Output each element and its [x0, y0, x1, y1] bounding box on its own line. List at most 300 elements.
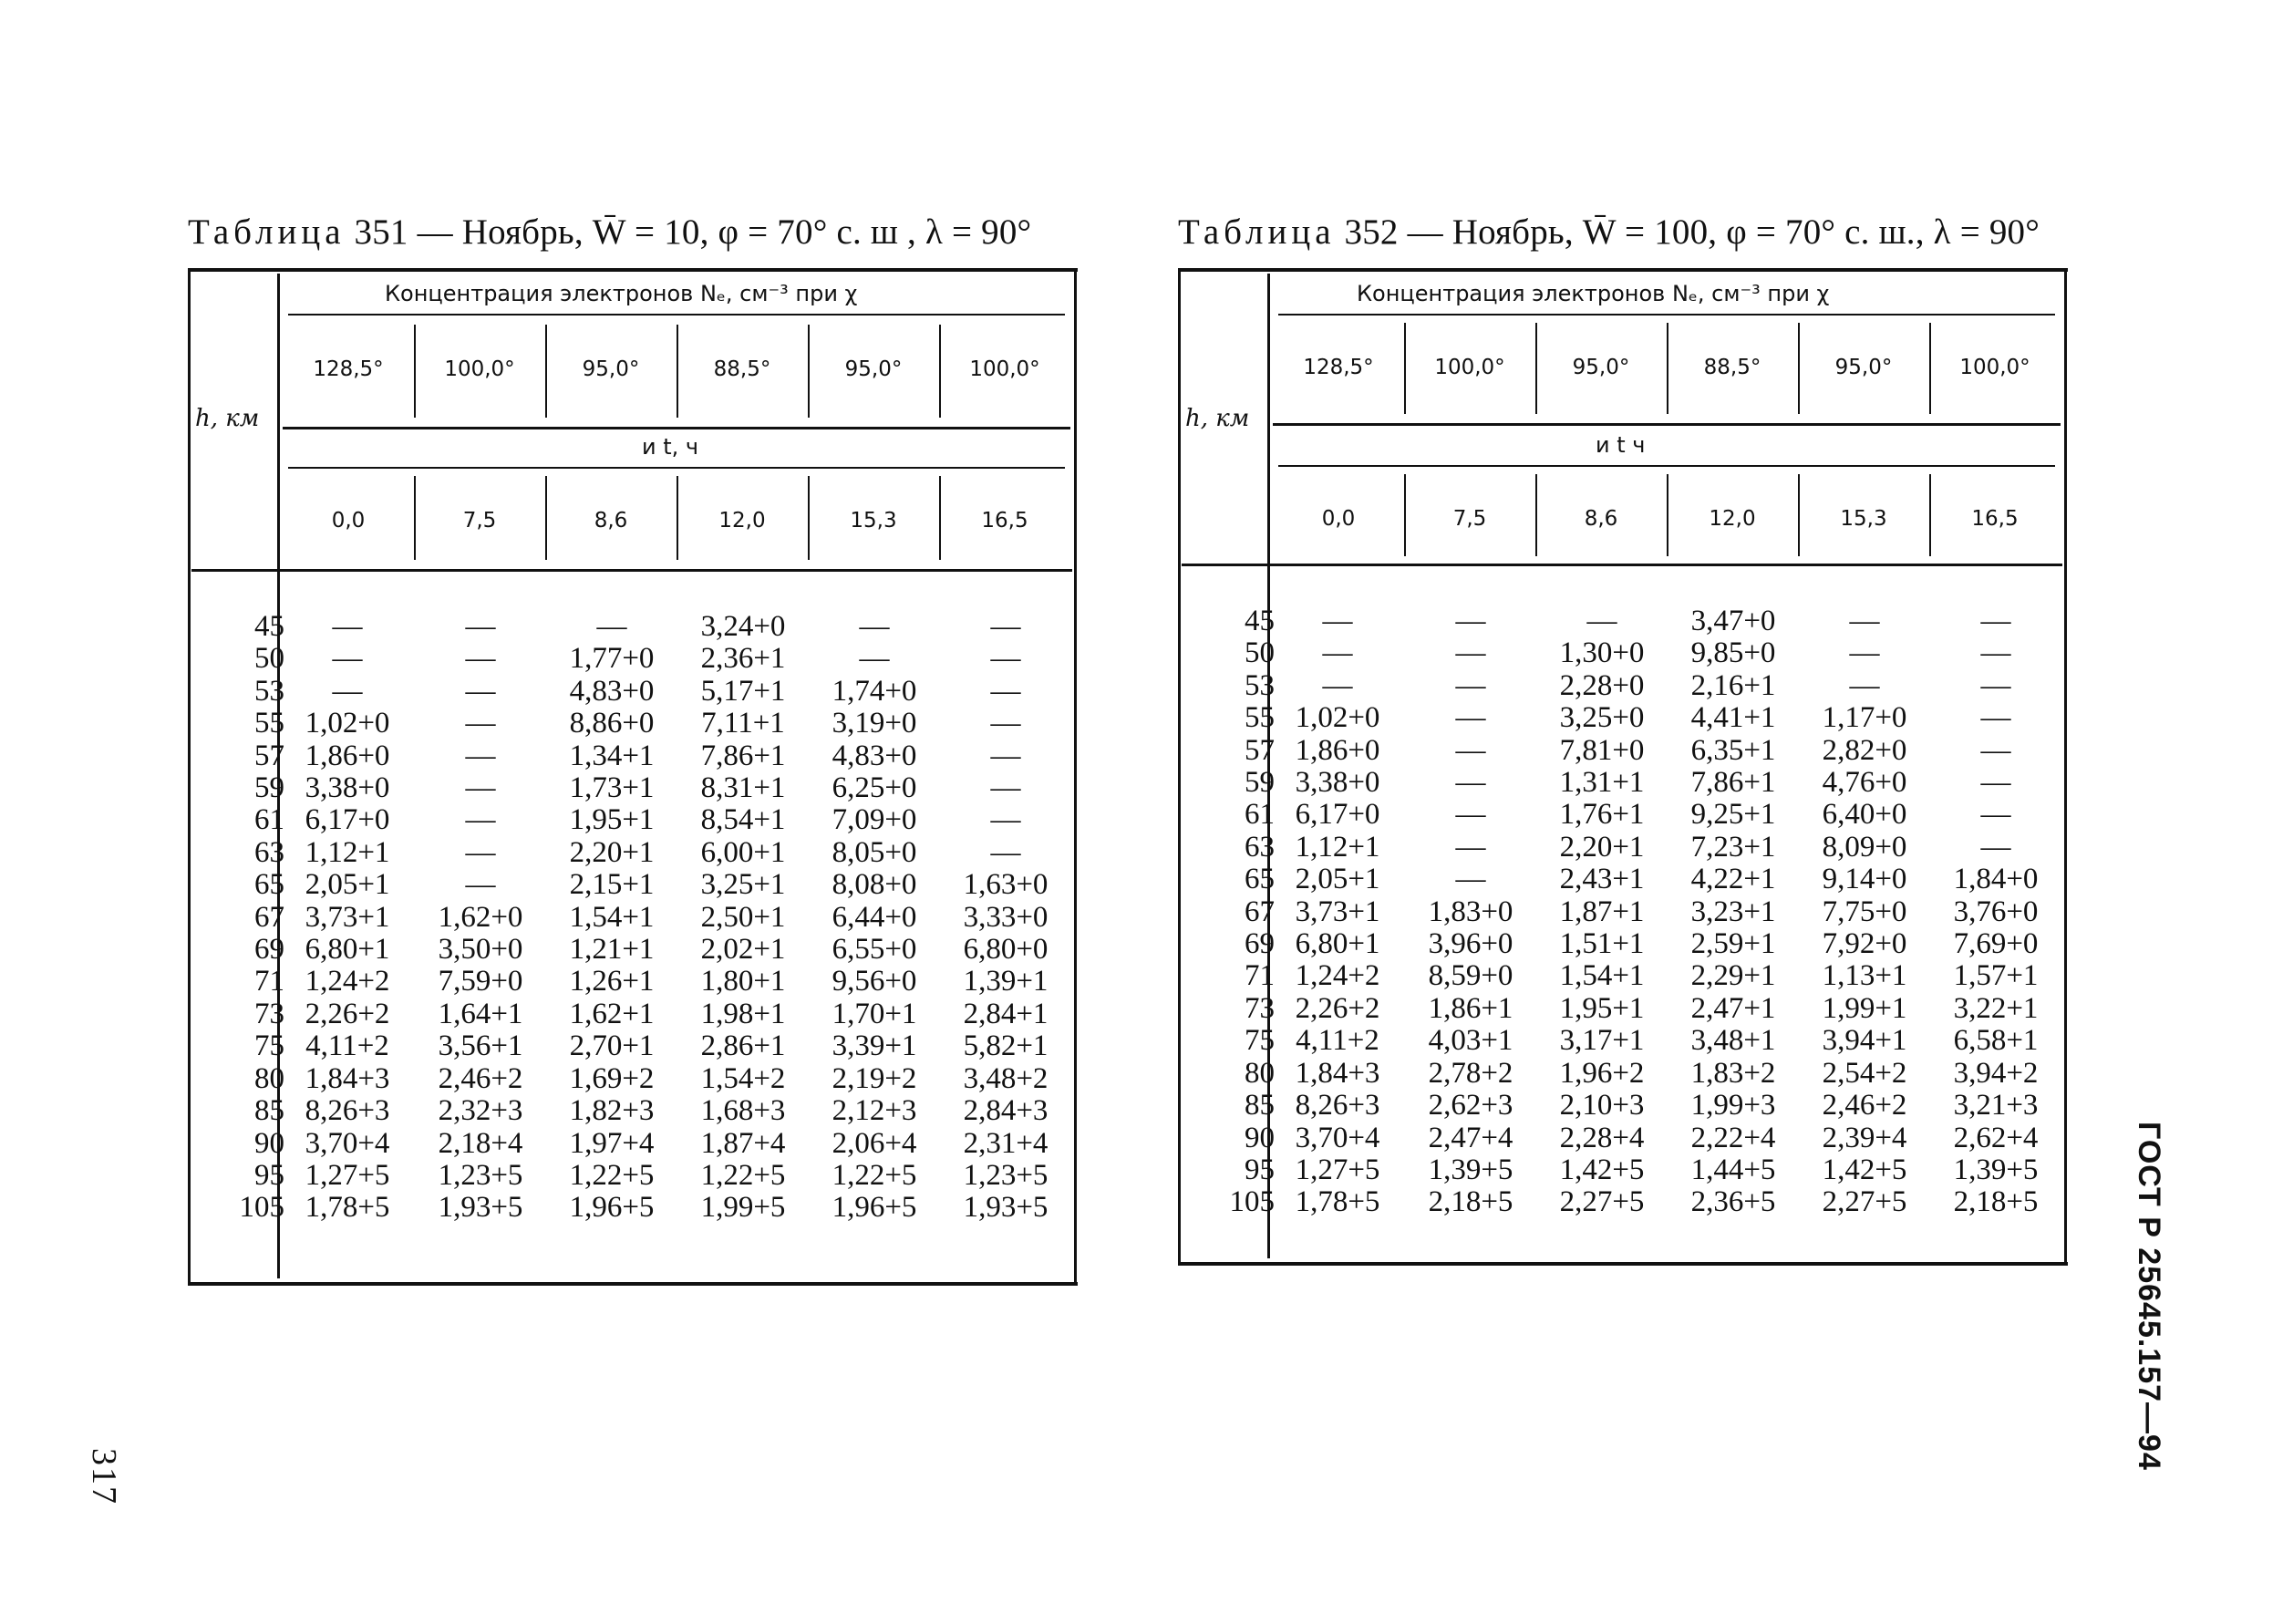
table-cell: 9,14+0: [1822, 863, 1907, 896]
table-cell: 3,96+0: [1428, 927, 1513, 961]
table-cell: —: [990, 707, 1021, 740]
table-cell: —: [465, 835, 496, 869]
table-cell: 1,87+1: [1559, 895, 1645, 928]
table-cell: —: [1322, 636, 1353, 670]
table-cell: 53: [254, 674, 284, 708]
table-cell: 73: [254, 997, 284, 1030]
table-cell: 2,54+2: [1822, 1056, 1907, 1090]
table-cell: 7,81+0: [1559, 733, 1645, 767]
table-cell: —: [1980, 766, 2011, 800]
table-cell: 2,27+5: [1822, 1185, 1907, 1219]
table-cell: 7,23+1: [1690, 830, 1776, 864]
table-cell: 2,47+1: [1690, 991, 1776, 1025]
chi-header: 100,0°: [969, 357, 1040, 381]
table-cell: —: [990, 835, 1021, 869]
table-cell: 1,27+5: [1295, 1153, 1380, 1186]
table-cell: 1,86+1: [1428, 991, 1513, 1025]
data-column: [1271, 605, 1404, 1219]
table-cell: 6,25+0: [832, 771, 917, 805]
table-cell: 2,46+2: [438, 1061, 523, 1095]
header-rule-2: [283, 427, 1070, 429]
table-cell: 1,96+2: [1559, 1056, 1645, 1090]
top-rule: [188, 268, 1078, 272]
chi-header: 88,5°: [713, 357, 771, 381]
table-cell: 2,05+1: [1295, 863, 1380, 896]
table-cell: 45: [254, 610, 284, 643]
table-cell: 2,31+4: [963, 1126, 1049, 1160]
table-cell: 2,62+3: [1428, 1089, 1513, 1122]
table-cell: 2,47+4: [1428, 1121, 1513, 1154]
header-rule-3: [1278, 465, 2055, 467]
table-cell: 3,19+0: [832, 707, 917, 740]
table-cell: 7,69+0: [1953, 927, 2039, 961]
table-cell: 4,11+2: [305, 1029, 389, 1063]
table-cell: 2,05+1: [305, 868, 390, 902]
table-cell: 85: [254, 1094, 284, 1128]
table-cell: 2,20+1: [1559, 830, 1645, 864]
table-cell: 1,57+1: [1953, 959, 2039, 993]
table-cell: 3,25+0: [1559, 701, 1645, 735]
table-cell: 2,19+2: [832, 1061, 917, 1095]
table-cell: 7,75+0: [1822, 895, 1907, 928]
chi-header: 100,0°: [1959, 356, 2030, 379]
table-cell: —: [1980, 668, 2011, 702]
top-rule: [1178, 268, 2068, 272]
right-rule: [2064, 270, 2067, 1264]
table-cell: 1,23+5: [438, 1158, 523, 1192]
table-cell: 85: [1245, 1089, 1275, 1122]
table-cell: 7,92+0: [1822, 927, 1907, 961]
data-column: [414, 611, 547, 1225]
table-cell: —: [465, 610, 496, 643]
chi-header: 100,0°: [444, 357, 515, 381]
data-column: [808, 611, 941, 1225]
table-cell: 95: [1245, 1153, 1275, 1186]
table-cell: 75: [1245, 1024, 1275, 1058]
table-cell: 8,31+1: [700, 771, 786, 805]
table-cell: 1,62+1: [569, 997, 655, 1030]
and-t-label: и t ч: [1596, 432, 1646, 458]
table-cell: 1,83+2: [1690, 1056, 1776, 1090]
table-cell: 1,63+0: [963, 868, 1049, 902]
table-cell: —: [859, 642, 890, 676]
table-cell: 1,21+1: [569, 933, 655, 967]
table-cell: 80: [254, 1061, 284, 1095]
table-cell: 8,26+3: [1295, 1089, 1380, 1122]
title-prefix: Таблица: [1178, 212, 1336, 252]
t-header: 0,0: [331, 509, 366, 533]
table-cell: 1,73+1: [569, 771, 655, 805]
h-km-label: h, км: [1185, 405, 1250, 432]
table-cell: 1,31+1: [1559, 766, 1645, 800]
t-header: 12,0: [718, 509, 766, 533]
table-cell: 1,39+5: [1428, 1153, 1513, 1186]
table-cell: 2,32+3: [438, 1094, 523, 1128]
h-values-column: [219, 611, 284, 1225]
t-header: 16,5: [981, 509, 1028, 533]
table-cell: 7,86+1: [700, 739, 786, 772]
table-cell: 1,17+0: [1822, 701, 1907, 735]
table-cell: 1,34+1: [569, 739, 655, 772]
table-cell: 1,84+3: [1295, 1056, 1380, 1090]
table-cell: 9,56+0: [832, 965, 917, 998]
table-cell: 1,87+4: [700, 1126, 786, 1160]
table-cell: 4,83+0: [569, 674, 655, 708]
t-header: 7,5: [462, 509, 497, 533]
table-cell: 6,00+1: [700, 835, 786, 869]
table-cell: 69: [254, 933, 284, 967]
table-cell: 2,18+5: [1953, 1185, 2039, 1219]
table-cell: 2,59+1: [1690, 927, 1776, 961]
title-text: 352 — Ноябрь, W̄ = 100, φ = 70° с. ш., λ = 90°: [1344, 212, 2040, 252]
title-prefix: Таблица: [188, 212, 346, 252]
table-cell: 1,93+5: [438, 1191, 523, 1225]
table-cell: 1,99+5: [700, 1191, 786, 1225]
table-cell: 3,33+0: [963, 900, 1049, 934]
table-cell: 1,96+5: [569, 1191, 655, 1225]
table-351: [188, 212, 1078, 1288]
table-cell: 6,35+1: [1690, 733, 1776, 767]
standard-code: ГОСТ Р 25645.157—94: [2132, 1122, 2166, 1471]
and-t-label: и t, ч: [642, 434, 699, 460]
table-cell: 75: [254, 1029, 284, 1063]
chi-header: 100,0°: [1434, 356, 1505, 379]
data-column: [281, 611, 414, 1225]
table-cell: 2,36+1: [700, 642, 786, 676]
table-cell: —: [465, 739, 496, 772]
table-cell: 3,73+1: [1295, 895, 1380, 928]
t-header: 15,3: [850, 509, 897, 533]
table-cell: 1,24+2: [305, 965, 390, 998]
t-header: 8,6: [594, 509, 628, 533]
table-cell: —: [332, 674, 363, 708]
left-rule: [1178, 270, 1181, 1264]
table-cell: 1,30+0: [1559, 636, 1645, 670]
table-352: [1178, 212, 2068, 1288]
t-header: 12,0: [1709, 507, 1756, 531]
table-cell: 2,86+1: [700, 1029, 786, 1063]
table-cell: 2,39+4: [1822, 1121, 1907, 1154]
table-cell: 8,86+0: [569, 707, 655, 740]
table-cell: 3,70+4: [1295, 1121, 1380, 1154]
table-cell: —: [990, 674, 1021, 708]
t-header: 0,0: [1321, 507, 1356, 531]
table-title: [188, 212, 1078, 253]
table-cell: —: [1455, 701, 1486, 735]
table-cell: 1,02+0: [305, 707, 390, 740]
table-cell: 2,16+1: [1690, 668, 1776, 702]
title-text: 351 — Ноябрь, W̄ = 10, φ = 70° с. ш , λ = 90°: [354, 212, 1032, 252]
table-cell: 2,78+2: [1428, 1056, 1513, 1090]
table-cell: 1,68+3: [700, 1094, 786, 1128]
table-cell: —: [1455, 733, 1486, 767]
table-cell: 71: [1245, 959, 1275, 993]
data-column: [1404, 605, 1537, 1219]
table-cell: 4,76+0: [1822, 766, 1907, 800]
table-cell: 1,96+5: [832, 1191, 917, 1225]
table-cell: 1,12+1: [1295, 830, 1380, 864]
table-cell: 3,25+1: [700, 868, 786, 902]
table-cell: 4,83+0: [832, 739, 917, 772]
table-cell: 105: [239, 1191, 284, 1225]
table-cell: 3,38+0: [305, 771, 390, 805]
table-cell: 6,58+1: [1953, 1024, 2039, 1058]
chi-header: 128,5°: [1303, 356, 1374, 379]
table-cell: 59: [254, 771, 284, 805]
table-cell: 63: [254, 835, 284, 869]
chi-header: 88,5°: [1703, 356, 1761, 379]
data-column: [1798, 605, 1931, 1219]
table-cell: 7,09+0: [832, 803, 917, 837]
table-cell: 1,22+5: [569, 1158, 655, 1192]
table-cell: 3,38+0: [1295, 766, 1380, 800]
table-cell: —: [1455, 605, 1486, 637]
table-cell: 1,44+5: [1690, 1153, 1776, 1186]
table-cell: —: [1455, 863, 1486, 896]
table-cell: 8,08+0: [832, 868, 917, 902]
table-cell: 55: [1245, 701, 1275, 735]
table-cell: 1,95+1: [1559, 991, 1645, 1025]
table-cell: 7,59+0: [438, 965, 523, 998]
table-cell: 1,83+0: [1428, 895, 1513, 928]
table-cell: 1,22+5: [832, 1158, 917, 1192]
table-cell: 6,44+0: [832, 900, 917, 934]
table-cell: 6,55+0: [832, 933, 917, 967]
table-cell: 8,09+0: [1822, 830, 1907, 864]
table-cell: 1,54+1: [1559, 959, 1645, 993]
table-cell: 1,62+0: [438, 900, 523, 934]
table-cell: 2,50+1: [700, 900, 786, 934]
table-cell: 2,28+0: [1559, 668, 1645, 702]
table-cell: 1,51+1: [1559, 927, 1645, 961]
table-cell: 2,28+4: [1559, 1121, 1645, 1154]
table-cell: 7,11+1: [701, 707, 785, 740]
table-cell: —: [1322, 605, 1353, 637]
table-cell: —: [990, 803, 1021, 837]
table-cell: 1,26+1: [569, 965, 655, 998]
table-cell: —: [1980, 636, 2011, 670]
table-cell: 2,46+2: [1822, 1089, 1907, 1122]
header-rule-4: [191, 569, 1072, 572]
data-column: [1535, 605, 1668, 1219]
table-cell: 9,85+0: [1690, 636, 1776, 670]
table-cell: 1,27+5: [305, 1158, 390, 1192]
table-cell: 2,10+3: [1559, 1089, 1645, 1122]
table-cell: 1,77+0: [569, 642, 655, 676]
h-values-column: [1209, 605, 1275, 1219]
table-cell: 1,64+1: [438, 997, 523, 1030]
concentration-header: Концентрация электронов Nₑ, см⁻³ при χ: [1357, 281, 1830, 306]
table-cell: 1,93+5: [963, 1191, 1049, 1225]
table-cell: 1,76+1: [1559, 798, 1645, 832]
chi-header: 128,5°: [313, 357, 384, 381]
table-cell: —: [990, 739, 1021, 772]
table-cell: 1,82+3: [569, 1094, 655, 1128]
chi-header: 95,0°: [844, 357, 903, 381]
table-cell: 3,50+0: [438, 933, 523, 967]
table-cell: —: [1980, 830, 2011, 864]
header-rule-1: [1278, 314, 2055, 315]
table-cell: 4,11+2: [1296, 1024, 1379, 1058]
table-cell: 95: [254, 1158, 284, 1192]
table-cell: 2,36+5: [1690, 1185, 1776, 1219]
table-cell: 2,20+1: [569, 835, 655, 869]
table-cell: 90: [1245, 1121, 1275, 1154]
table-cell: —: [332, 610, 363, 643]
table-cell: 1,97+4: [569, 1126, 655, 1160]
table-cell: 1,54+1: [569, 900, 655, 934]
table-cell: —: [465, 868, 496, 902]
table-cell: 4,41+1: [1690, 701, 1776, 735]
table-cell: 6,40+0: [1822, 798, 1907, 832]
table-cell: 1,86+0: [1295, 733, 1380, 767]
table-title: [1178, 212, 2068, 253]
table-cell: 1,84+3: [305, 1061, 390, 1095]
table-cell: —: [1980, 733, 2011, 767]
table-cell: 3,21+3: [1953, 1089, 2039, 1122]
table-cell: —: [1455, 766, 1486, 800]
table-cell: 3,48+1: [1690, 1024, 1776, 1058]
table-cell: —: [990, 610, 1021, 643]
table-cell: 9,25+1: [1690, 798, 1776, 832]
table-cell: 2,18+5: [1428, 1185, 1513, 1219]
chi-header: 95,0°: [1834, 356, 1893, 379]
table-cell: 80: [1245, 1056, 1275, 1090]
right-rule: [1074, 270, 1077, 1285]
table-cell: 6,17+0: [1295, 798, 1380, 832]
table-cell: 1,98+1: [700, 997, 786, 1030]
table-cell: 1,13+1: [1822, 959, 1907, 993]
table-cell: —: [1980, 701, 2011, 735]
table-cell: 3,24+0: [700, 610, 786, 643]
table-cell: 2,62+4: [1953, 1121, 2039, 1154]
bottom-rule: [188, 1282, 1078, 1286]
table-cell: —: [465, 771, 496, 805]
data-column: [1667, 605, 1800, 1219]
table-cell: 1,70+1: [832, 997, 917, 1030]
table-cell: 1,39+1: [963, 965, 1049, 998]
table-cell: —: [465, 674, 496, 708]
table-cell: 2,26+2: [1295, 991, 1380, 1025]
table-cell: 2,06+4: [832, 1126, 917, 1160]
table-cell: —: [465, 707, 496, 740]
table-cell: 7,86+1: [1690, 766, 1776, 800]
t-header: 8,6: [1584, 507, 1618, 531]
table-cell: 6,17+0: [305, 803, 390, 837]
table-cell: 90: [254, 1126, 284, 1160]
table-cell: 2,29+1: [1690, 959, 1776, 993]
table-cell: 2,15+1: [569, 868, 655, 902]
table-cell: 1,02+0: [1295, 701, 1380, 735]
chi-header: 95,0°: [582, 357, 640, 381]
table-cell: 50: [1245, 636, 1275, 670]
table-cell: 67: [1245, 895, 1275, 928]
table-cell: 2,22+4: [1690, 1121, 1776, 1154]
t-header: 7,5: [1452, 507, 1487, 531]
table-cell: —: [332, 642, 363, 676]
table-cell: 73: [1245, 991, 1275, 1025]
table-cell: —: [1322, 668, 1353, 702]
data-column: [545, 611, 678, 1225]
table-cell: 8,54+1: [700, 803, 786, 837]
table-cell: 1,74+0: [832, 674, 917, 708]
table-cell: 3,48+2: [963, 1061, 1049, 1095]
table-cell: 8,05+0: [832, 835, 917, 869]
table-cell: 65: [1245, 863, 1275, 896]
table-cell: 3,23+1: [1690, 895, 1776, 928]
header-rule-4: [1182, 564, 2062, 566]
table-cell: 3,94+1: [1822, 1024, 1907, 1058]
table-cell: 3,17+1: [1559, 1024, 1645, 1058]
data-column: [1929, 605, 2062, 1219]
table-cell: 57: [254, 739, 284, 772]
table-cell: 2,84+3: [963, 1094, 1049, 1128]
table-cell: 3,39+1: [832, 1029, 917, 1063]
table-cell: 4,03+1: [1428, 1024, 1513, 1058]
table-cell: —: [990, 771, 1021, 805]
table-cell: 63: [1245, 830, 1275, 864]
table-cell: 2,02+1: [700, 933, 786, 967]
table-cell: 2,43+1: [1559, 863, 1645, 896]
table-cell: 2,12+3: [832, 1094, 917, 1128]
bottom-rule: [1178, 1262, 2068, 1266]
table-cell: 2,70+1: [569, 1029, 655, 1063]
table-cell: 6,80+1: [1295, 927, 1380, 961]
table-cell: 3,70+4: [305, 1126, 390, 1160]
table-cell: 1,86+0: [305, 739, 390, 772]
table-cell: 1,80+1: [700, 965, 786, 998]
table-cell: 1,23+5: [963, 1158, 1049, 1192]
table-cell: —: [1455, 830, 1486, 864]
table-cell: 69: [1245, 927, 1275, 961]
header-rule-3: [288, 467, 1065, 469]
table-cell: 8,26+3: [305, 1094, 390, 1128]
table-cell: —: [1455, 636, 1486, 670]
table-cell: 50: [254, 642, 284, 676]
table-cell: 1,39+5: [1953, 1153, 2039, 1186]
table-cell: —: [1455, 668, 1486, 702]
table-cell: 2,26+2: [305, 997, 390, 1030]
chi-header: 95,0°: [1572, 356, 1630, 379]
table-cell: 61: [254, 803, 284, 837]
table-cell: 53: [1245, 668, 1275, 702]
table-cell: 6,80+0: [963, 933, 1049, 967]
table-cell: 2,84+1: [963, 997, 1049, 1030]
table-cell: 8,59+0: [1428, 959, 1513, 993]
table-cell: —: [1849, 668, 1880, 702]
table-cell: 2,18+4: [438, 1126, 523, 1160]
table-cell: 1,24+2: [1295, 959, 1380, 993]
table-cell: 6,80+1: [305, 933, 390, 967]
table-cell: 1,22+5: [700, 1158, 786, 1192]
table-cell: 1,54+2: [700, 1061, 786, 1095]
table-cell: —: [859, 610, 890, 643]
table-cell: 1,78+5: [305, 1191, 390, 1225]
table-cell: —: [465, 803, 496, 837]
page-number: 317: [85, 1448, 123, 1505]
table-cell: 1,99+1: [1822, 991, 1907, 1025]
table-cell: 5,17+1: [700, 674, 786, 708]
table-cell: 3,76+0: [1953, 895, 2039, 928]
table-cell: 1,42+5: [1822, 1153, 1907, 1186]
table-cell: 1,78+5: [1295, 1185, 1380, 1219]
table-cell: 3,47+0: [1690, 605, 1776, 637]
t-header: 15,3: [1840, 507, 1887, 531]
left-rule: [188, 270, 191, 1285]
table-cell: 3,56+1: [438, 1029, 523, 1063]
header-rule-1: [288, 314, 1065, 315]
table-cell: 2,27+5: [1559, 1185, 1645, 1219]
